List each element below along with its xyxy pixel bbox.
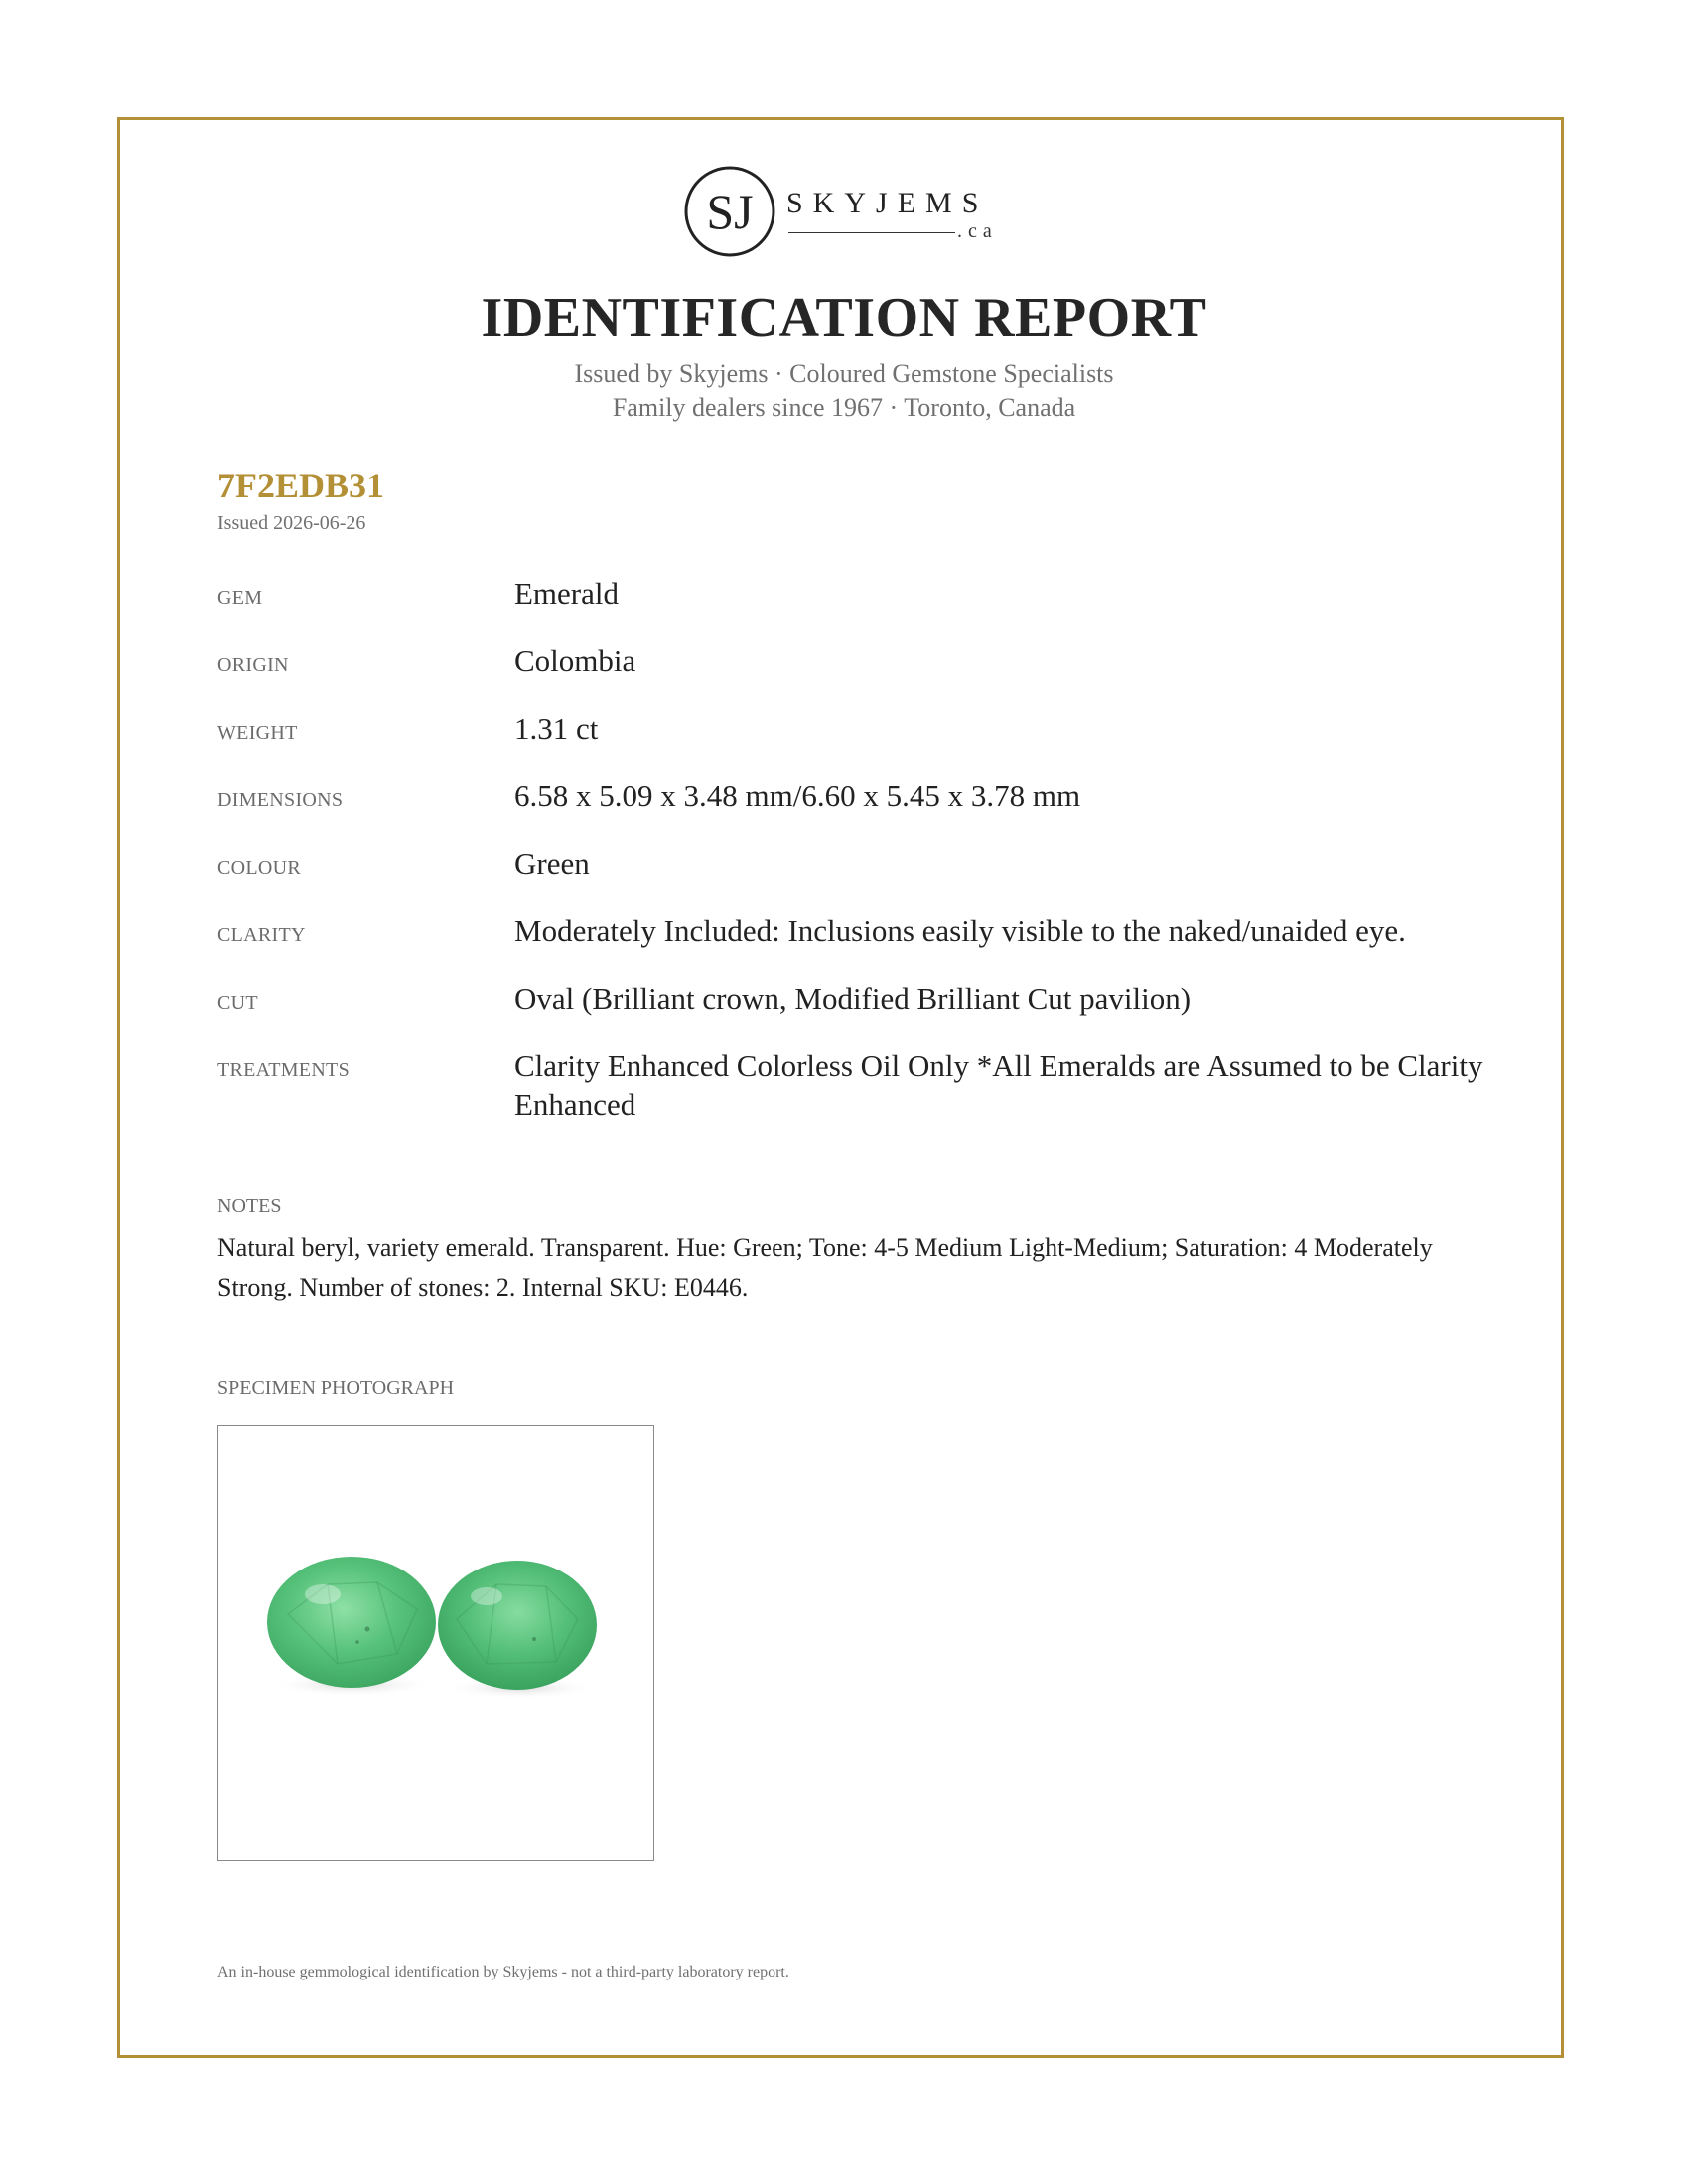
specimen-photo xyxy=(217,1425,654,1861)
monogram-text: SJ xyxy=(706,184,754,239)
emerald-right xyxy=(438,1561,597,1690)
field-label-origin: ORIGIN xyxy=(217,654,289,676)
field-value-clarity: Moderately Included: Inclusions easily visible to the naked/unaided eye. xyxy=(514,913,1406,948)
report-title: IDENTIFICATION REPORT xyxy=(481,287,1207,348)
field-label-colour: COLOUR xyxy=(217,857,302,879)
field-label-treatments: TREATMENTS xyxy=(217,1059,350,1081)
issue-date: Issued 2026-06-26 xyxy=(217,512,366,534)
sj-monogram-icon xyxy=(683,165,776,258)
field-value-cut: Oval (Brilliant crown, Modified Brilliant Cut pavilion) xyxy=(514,981,1192,1016)
field-label-cut: CUT xyxy=(217,992,258,1014)
field-label-weight: WEIGHT xyxy=(217,722,298,744)
field-value-gem: Emerald xyxy=(514,576,620,611)
field-value-origin: Colombia xyxy=(514,643,636,678)
report-id: 7F2EDB31 xyxy=(217,466,385,505)
photo-label: SPECIMEN PHOTOGRAPH xyxy=(217,1377,455,1399)
footer-disclaimer: An in-house gemmological identification by Skyjems - not a third-party laboratory report. xyxy=(217,1964,789,1980)
field-value-weight: 1.31 ct xyxy=(514,711,599,746)
dealer-line: Family dealers since 1967 · Toronto, Canada xyxy=(612,393,1076,422)
logo-rule xyxy=(788,232,955,233)
skyjems-logo xyxy=(683,165,1011,264)
issuer-line: Issued by Skyjems · Coloured Gemstone Specialists xyxy=(574,359,1114,388)
notes-text: Natural beryl, variety emerald. Transparent. Hue: Green; Tone: 4-5 Medium Light-Medium; Saturation: 4 Moderately Strong. Number of stones: 2. Internal SKU: E0446. xyxy=(217,1233,1433,1301)
field-label-gem: GEM xyxy=(217,587,263,609)
logo-tld: .ca xyxy=(957,220,998,242)
field-label-clarity: CLARITY xyxy=(217,924,306,946)
field-value-colour: Green xyxy=(514,846,590,881)
emerald-pair-image xyxy=(218,1426,652,1859)
notes-label: NOTES xyxy=(217,1195,282,1217)
field-value-treatments: Clarity Enhanced Colorless Oil Only *All Emeralds are Assumed to be Clarity Enhanced xyxy=(514,1048,1483,1122)
logo-wordmark: SKYJEMS xyxy=(786,187,989,219)
field-label-dimensions: DIMENSIONS xyxy=(217,789,344,811)
field-value-dimensions: 6.58 x 5.09 x 3.48 mm/6.60 x 5.45 x 3.78 mm xyxy=(514,778,1081,813)
